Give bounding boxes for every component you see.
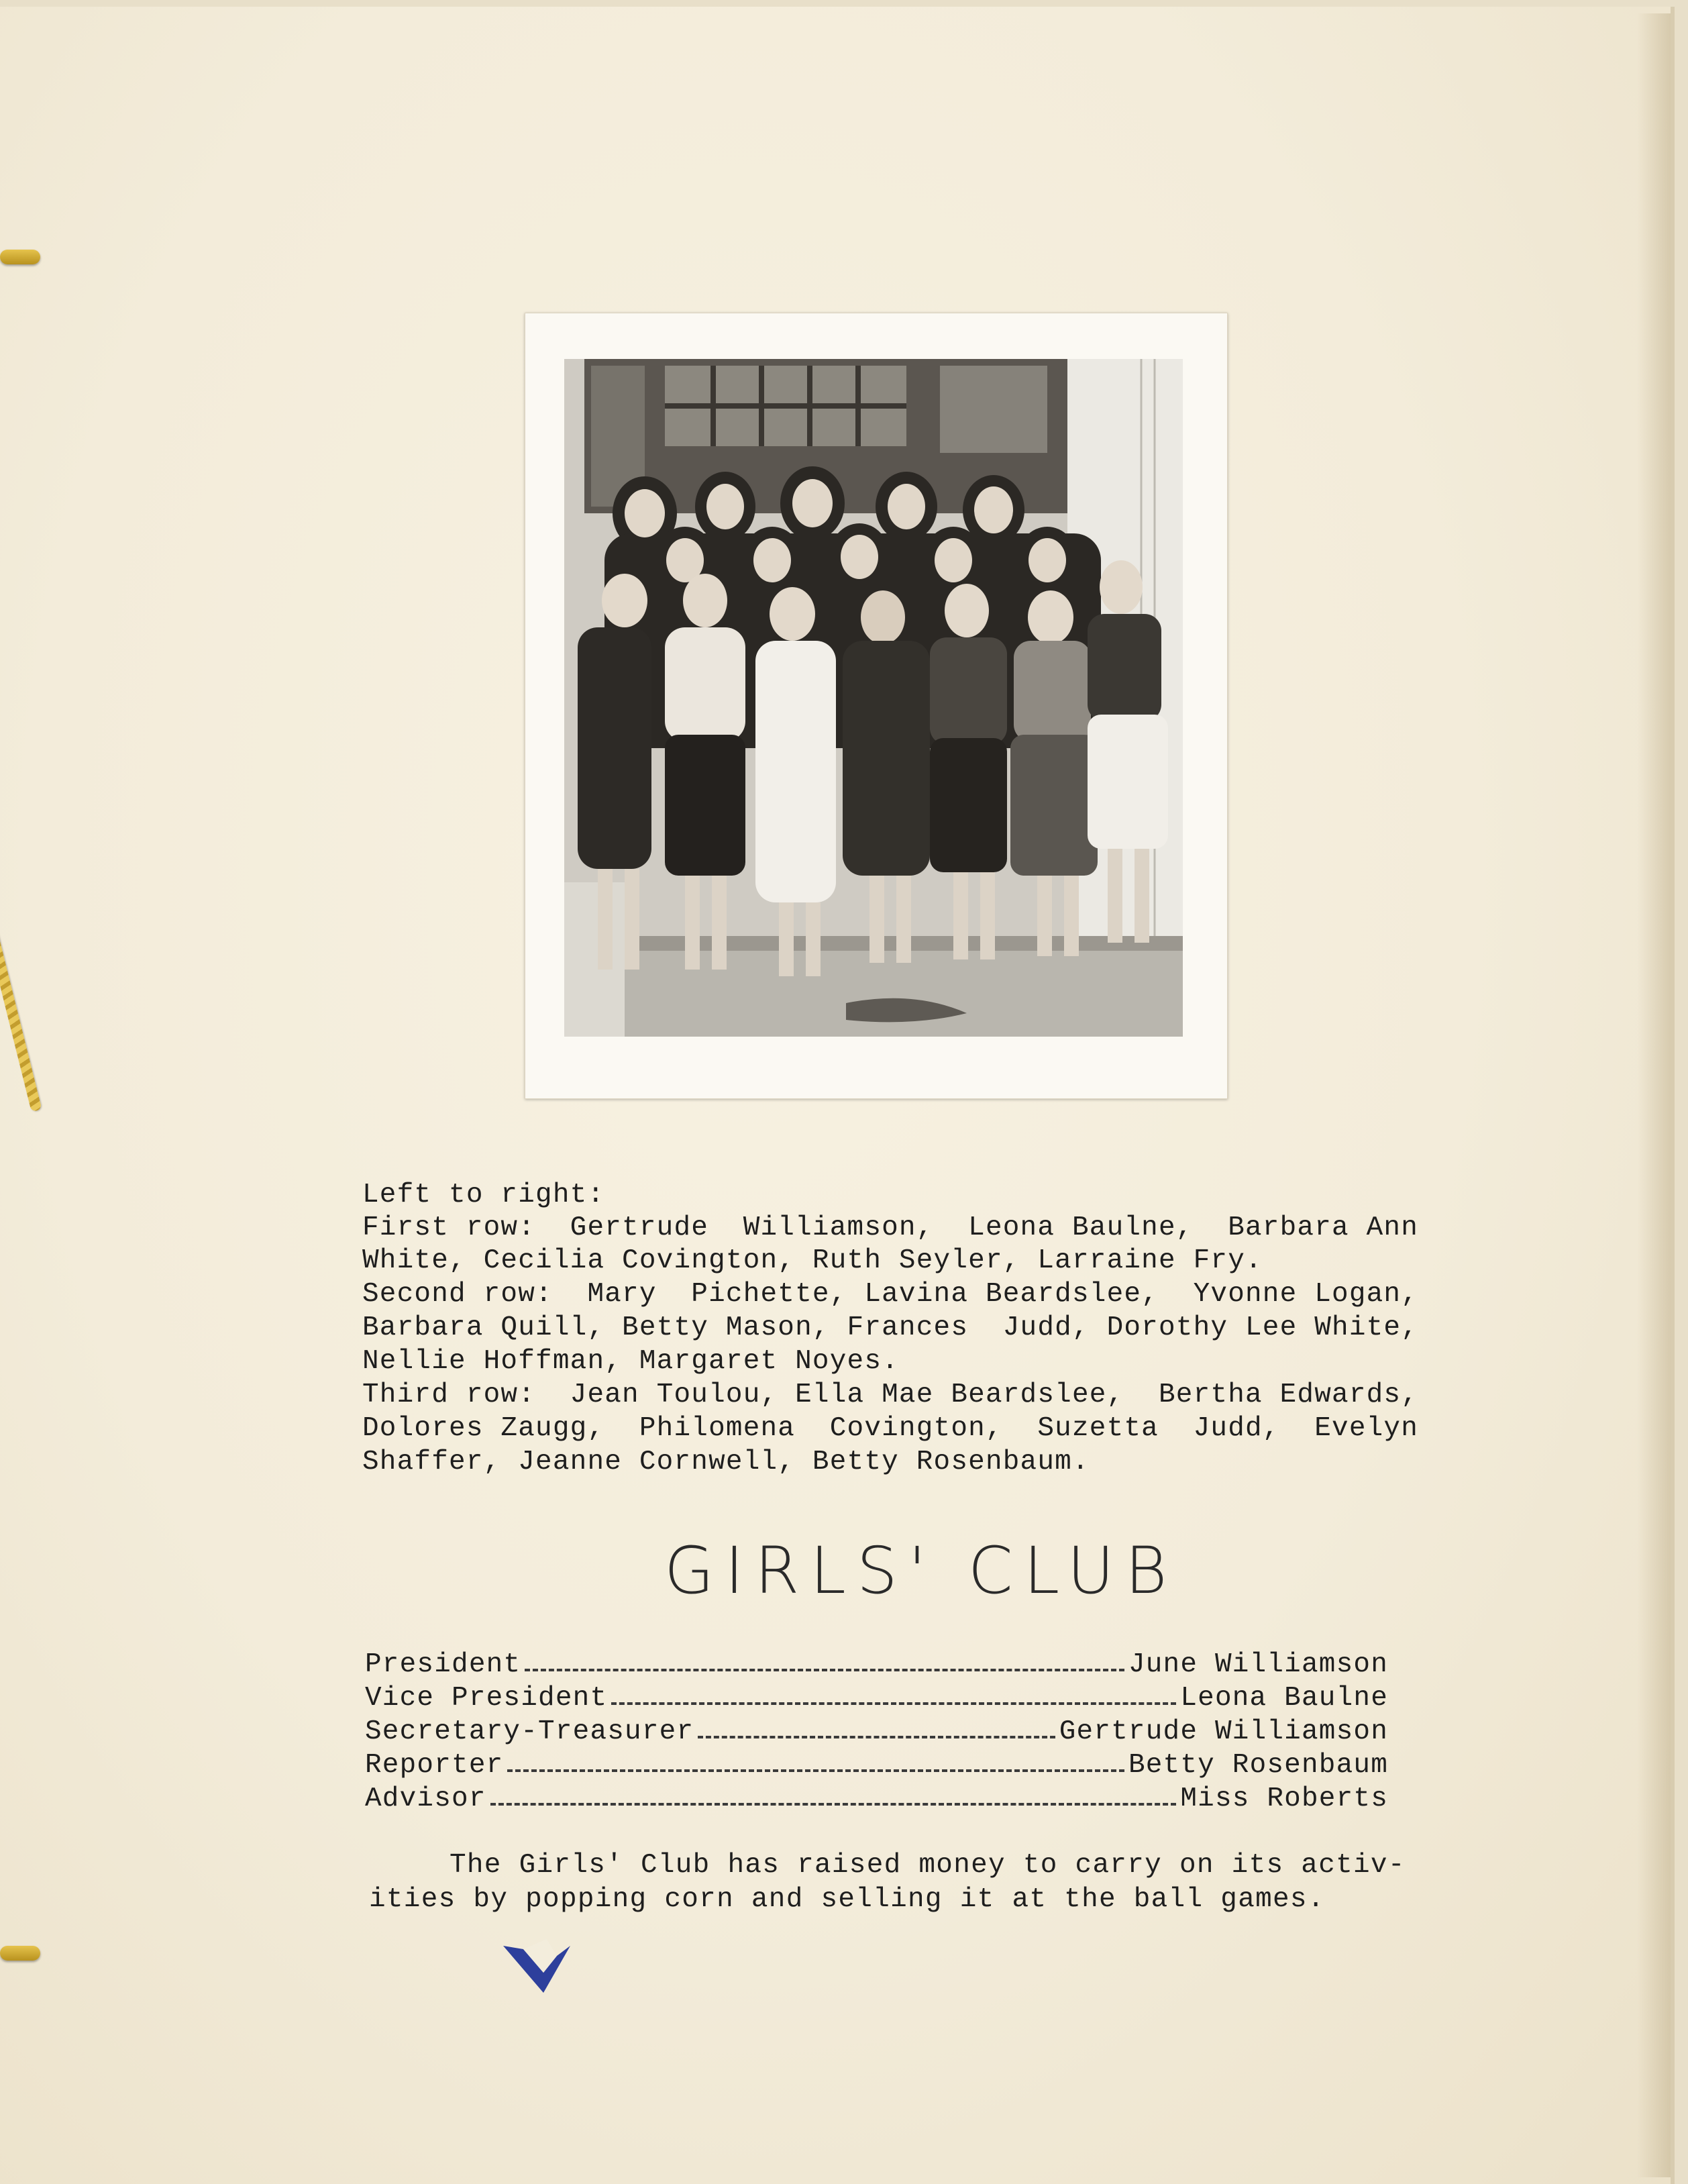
officer-name: Gertrude Williamson (1059, 1716, 1388, 1747)
page-edge-shadow (1637, 13, 1671, 2177)
caption-line-9: Shaffer, Jeanne Cornwell, Betty Rosenbaum. (362, 1447, 1090, 1477)
caption-line-2: First row: Gertrude Williamson, Leona Baulne, Barbara Ann (362, 1212, 1419, 1243)
leader-dashes (507, 1769, 1124, 1772)
caption-line-1: Left to right: (362, 1180, 605, 1210)
leader-dashes (698, 1736, 1055, 1738)
binding-cord-bottom (0, 1946, 40, 1961)
torn-photo-corner (496, 1926, 577, 2006)
officer-role: Vice President (365, 1683, 608, 1714)
officer-row-vice-president (365, 1683, 1388, 1716)
leader-dashes (490, 1803, 1177, 1806)
caption-line-7: Third row: Jean Toulou, Ella Mae Beardslee, Bertha Edwards, (362, 1380, 1419, 1410)
caption-line-8: Dolores Zaugg, Philomena Covington, Suzetta Judd, Evelyn (362, 1413, 1419, 1444)
officer-row-secretary-treasurer (365, 1716, 1388, 1750)
officer-role: Reporter (365, 1750, 504, 1781)
caption-line-5: Barbara Quill, Betty Mason, Frances Judd, Dorothy Lee White, (362, 1312, 1419, 1343)
officer-row-reporter (365, 1750, 1388, 1783)
officer-role: Advisor (365, 1783, 486, 1814)
binding-cord-top (0, 250, 40, 264)
caption-line-4: Second row: Mary Pichette, Lavina Beardslee, Yvonne Logan, (362, 1279, 1419, 1310)
officer-name: Leona Baulne (1180, 1683, 1388, 1714)
officer-row-advisor (365, 1783, 1388, 1817)
officer-row-president (365, 1649, 1388, 1683)
page-title: GIRLS' CLUB (664, 1533, 1178, 1608)
officer-name: June Williamson (1128, 1649, 1388, 1680)
leader-dashes (611, 1702, 1176, 1705)
description-paragraph: The Girls' Club has raised money to carry on its activ-ities by popping corn and selling it at the ball games. (369, 1850, 1406, 1915)
photo-mount (525, 313, 1228, 1099)
officer-role: President (365, 1649, 521, 1680)
leader-dashes (525, 1669, 1124, 1671)
caption-line-6: Nellie Hoffman, Margaret Noyes. (362, 1346, 899, 1377)
officer-name: Betty Rosenbaum (1128, 1750, 1388, 1781)
caption-line-3: White, Cecilia Covington, Ruth Seyler, Larraine Fry. (362, 1245, 1263, 1276)
officer-name: Miss Roberts (1180, 1783, 1388, 1814)
officer-role: Secretary-Treasurer (365, 1716, 694, 1747)
group-photograph (564, 359, 1183, 1037)
